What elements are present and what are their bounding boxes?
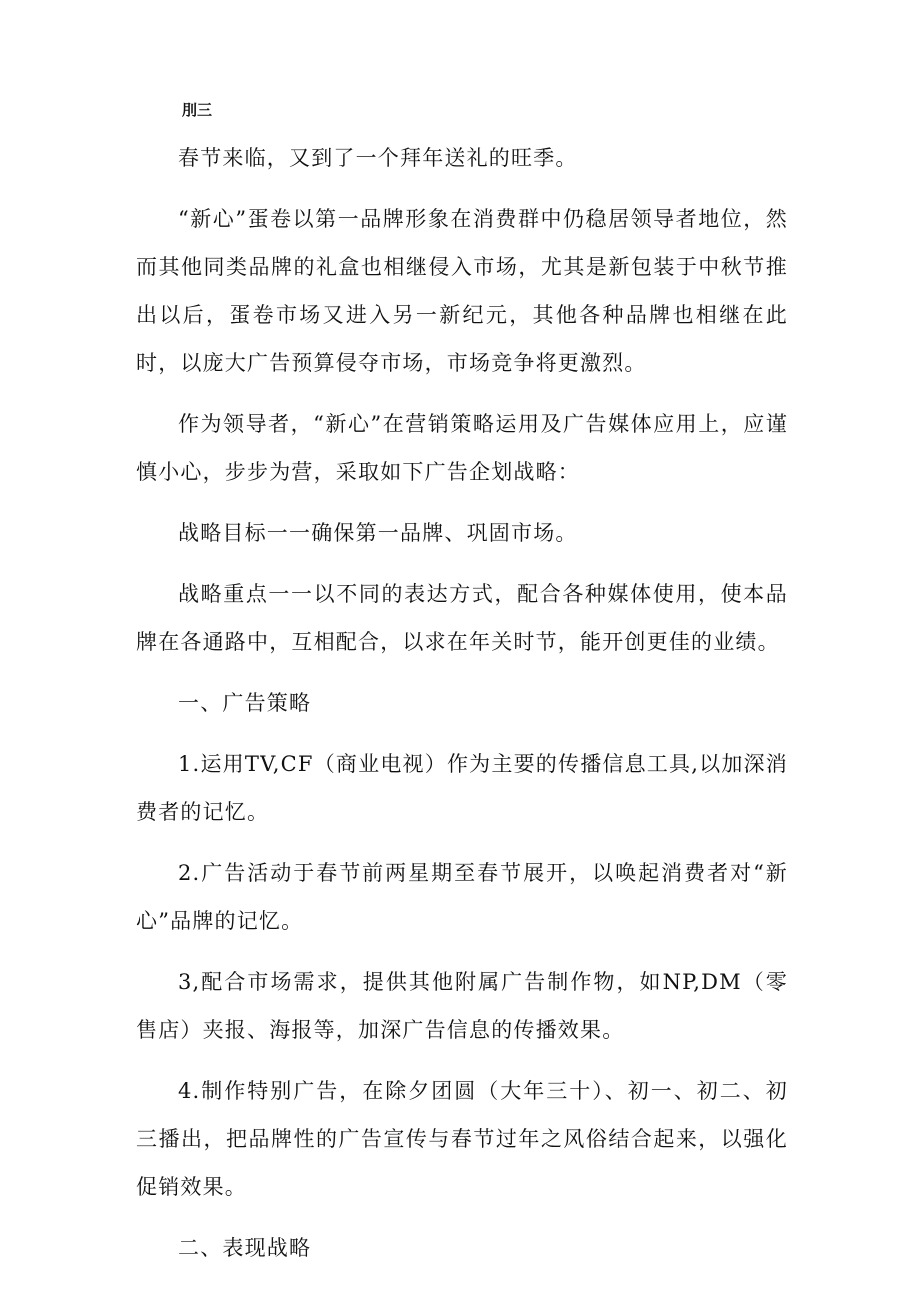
page-header: 刖三	[182, 101, 213, 119]
section-heading-ad-strategy: 一、广告策略	[178, 691, 312, 715]
document-body	[136, 134, 788, 1285]
list-item-3: 3,配合市场需求，提供其他附属广告制作物，如NP,DM（零售店）夹报、海报等，加深广告信息的传播效果。	[136, 970, 788, 1042]
paragraph-leader: 作为领导者，“新心”在营销策略运用及广告媒体应用上，应谨慎小心，步步为营，采取如下广告企划战略：	[136, 412, 788, 484]
list-item-1: 1.运用TV,CF（商业电视）作为主要的传播信息工具,以加深消费者的记忆。	[136, 752, 788, 824]
paragraph-intro: 春节来临，又到了一个拜年送礼的旺季。	[178, 146, 578, 170]
paragraph-strategy-focus: 战略重点一一以不同的表达方式，配合各种媒体使用，使本品牌在各通路中，互相配合，以求在年关时节，能开创更佳的业绩。	[136, 582, 788, 654]
list-item-4: 4.制作特别广告，在除夕团圆（大年三十）、初一、初二、初三播出，把品牌性的广告宣传与春节过年之风俗结合起来，以强化促销效果。	[136, 1079, 788, 1199]
paragraph-market: “新心”蛋卷以第一品牌形象在消费群中仍稳居领导者地位，然而其他同类品牌的礼盒也相继侵入市场，尤其是新包装于中秋节推出以后，蛋卷市场又进入另一新纪元，其他各种品牌也相继在此时，以庞大广告预算侵夺市场，市场竞争将更激烈。	[136, 207, 788, 375]
section-heading-expression-strategy: 二、表现战略	[178, 1236, 312, 1260]
list-item-2: 2.广告活动于春节前两星期至春节展开，以唤起消费者对“新心”品牌的记忆。	[136, 861, 788, 933]
paragraph-strategy-goal: 战略目标一一确保第一品牌、巩固市场。	[178, 521, 578, 545]
